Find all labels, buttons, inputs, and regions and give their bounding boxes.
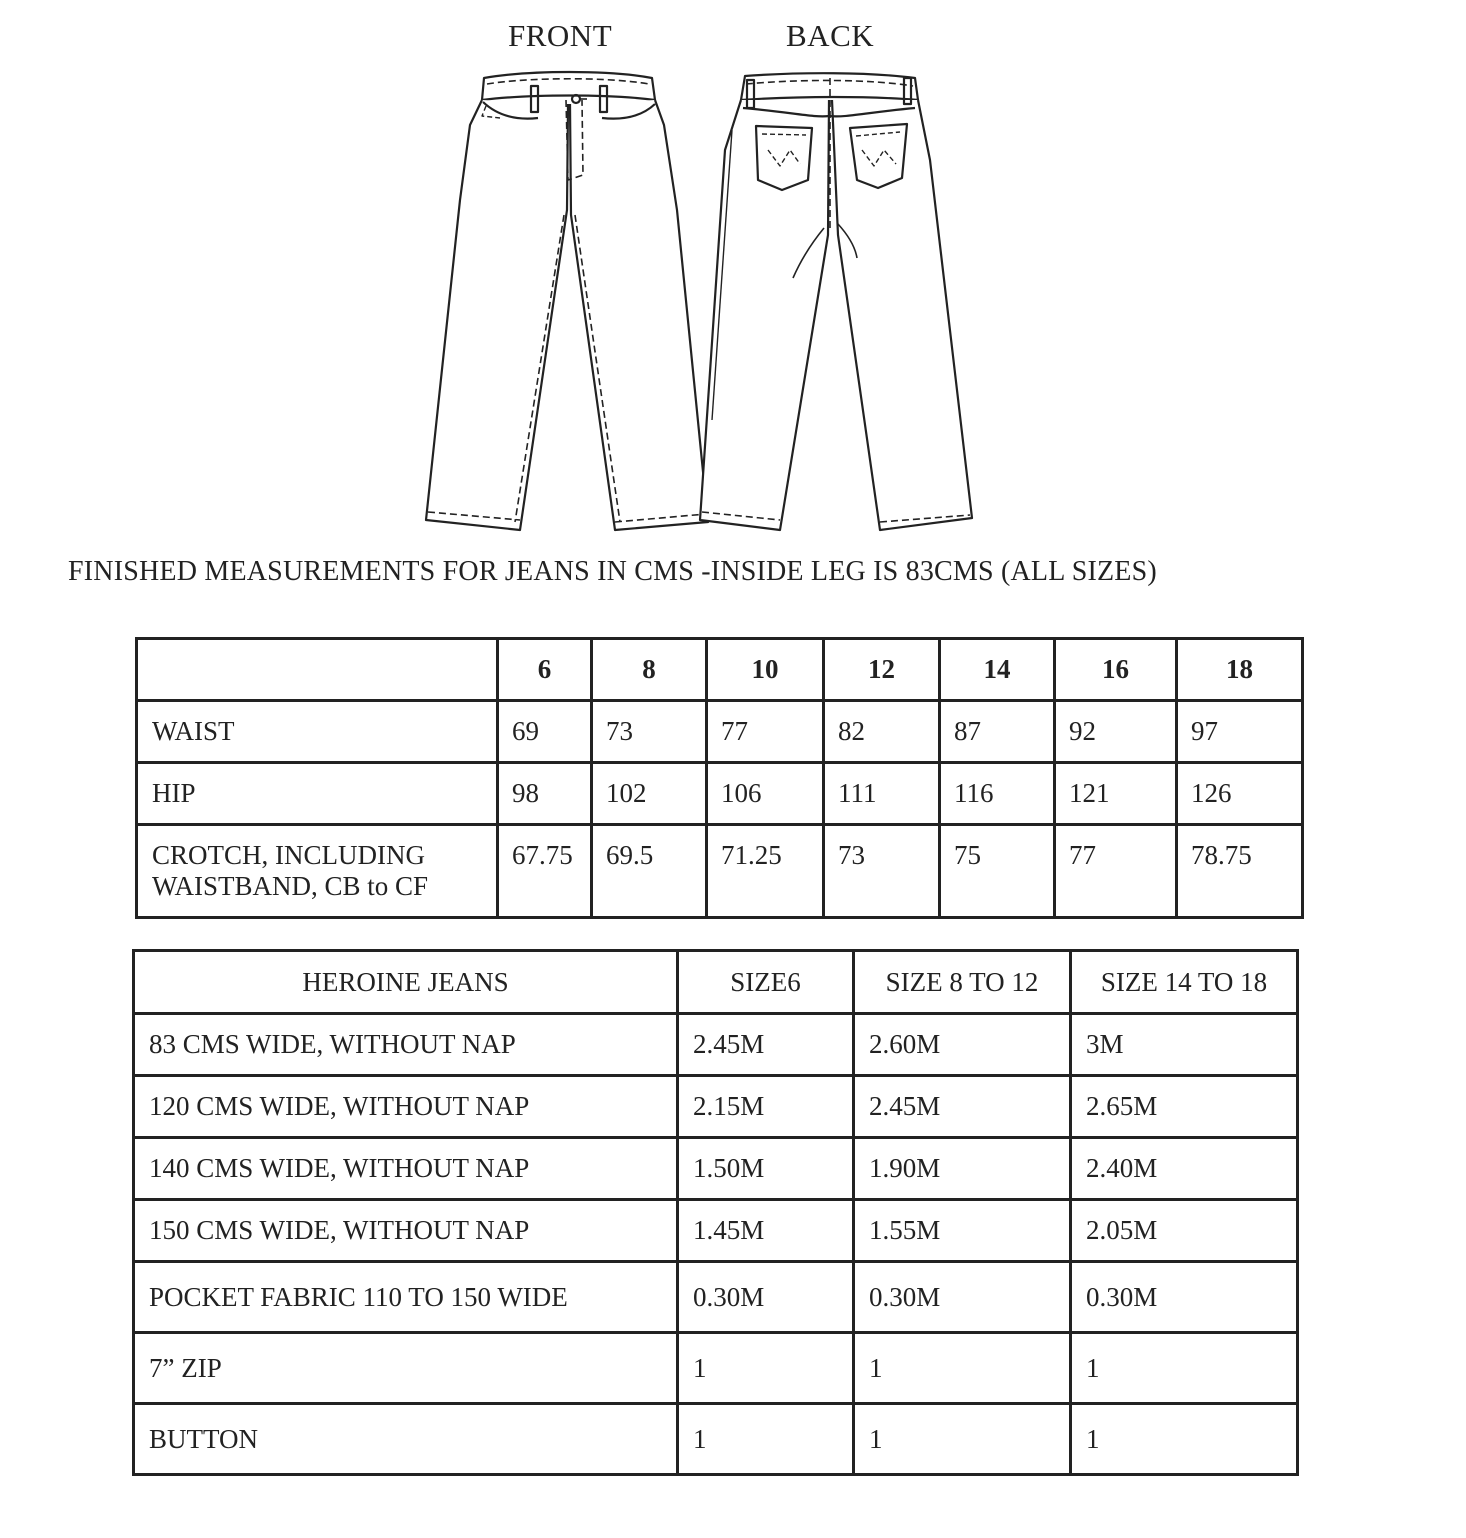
table-row bbox=[137, 701, 1303, 763]
row-label: POCKET FABRIC 110 TO 150 WIDE bbox=[134, 1262, 678, 1333]
table-cell: 116 bbox=[940, 763, 1055, 825]
table-cell: 121 bbox=[1055, 763, 1177, 825]
table-cell: 1 bbox=[854, 1404, 1071, 1475]
table-cell: 126 bbox=[1177, 763, 1303, 825]
table-cell: 2.60M bbox=[854, 1014, 1071, 1076]
table-cell: 87 bbox=[940, 701, 1055, 763]
row-label: 140 CMS WIDE, WITHOUT NAP bbox=[134, 1138, 678, 1200]
header-cell: SIZE 8 TO 12 bbox=[854, 951, 1071, 1014]
size-header-cell: 18 bbox=[1177, 639, 1303, 701]
row-label: WAIST bbox=[137, 701, 498, 763]
table-cell: 2.65M bbox=[1071, 1076, 1298, 1138]
table-cell: 0.30M bbox=[678, 1262, 854, 1333]
row-label: 83 CMS WIDE, WITHOUT NAP bbox=[134, 1014, 678, 1076]
table-cell: 98 bbox=[498, 763, 592, 825]
table-cell: 0.30M bbox=[854, 1262, 1071, 1333]
size-header-cell: 12 bbox=[824, 639, 940, 701]
front-jeans-illustration bbox=[426, 72, 708, 530]
table-cell: 2.15M bbox=[678, 1076, 854, 1138]
jeans-technical-drawing bbox=[0, 0, 1466, 545]
back-view-label: BACK bbox=[786, 18, 875, 53]
table-cell: 102 bbox=[592, 763, 707, 825]
table-cell: 1 bbox=[854, 1333, 1071, 1404]
table-cell: 1.90M bbox=[854, 1138, 1071, 1200]
table-cell: 67.75 bbox=[498, 825, 592, 918]
table-cell: 1 bbox=[678, 1404, 854, 1475]
header-cell: HEROINE JEANS bbox=[134, 951, 678, 1014]
size-header-cell: 10 bbox=[707, 639, 824, 701]
table-cell: 75 bbox=[940, 825, 1055, 918]
table-cell: 1.45M bbox=[678, 1200, 854, 1262]
table-cell: 71.25 bbox=[707, 825, 824, 918]
table-cell: 1.50M bbox=[678, 1138, 854, 1200]
back-jeans-illustration bbox=[700, 73, 972, 530]
row-label: HIP bbox=[137, 763, 498, 825]
table-header-row bbox=[134, 951, 1298, 1014]
row-label: 120 CMS WIDE, WITHOUT NAP bbox=[134, 1076, 678, 1138]
header-cell: SIZE 14 TO 18 bbox=[1071, 951, 1298, 1014]
size-header-cell: 8 bbox=[592, 639, 707, 701]
table-row bbox=[134, 1262, 1298, 1333]
row-label-line: CROTCH, INCLUDING bbox=[152, 840, 425, 870]
size-header-cell: 6 bbox=[498, 639, 592, 701]
table-row bbox=[134, 1200, 1298, 1262]
table-row bbox=[134, 1076, 1298, 1138]
size-header-cell: 16 bbox=[1055, 639, 1177, 701]
table-cell: 77 bbox=[1055, 825, 1177, 918]
header-cell bbox=[137, 639, 498, 701]
fabric-requirements-table bbox=[132, 949, 1299, 1476]
table-row bbox=[137, 825, 1303, 918]
table-row bbox=[134, 1138, 1298, 1200]
table-cell: 73 bbox=[592, 701, 707, 763]
table-cell: 97 bbox=[1177, 701, 1303, 763]
table-cell: 2.05M bbox=[1071, 1200, 1298, 1262]
table-cell: 2.40M bbox=[1071, 1138, 1298, 1200]
row-label: 7” ZIP bbox=[134, 1333, 678, 1404]
table-cell: 0.30M bbox=[1071, 1262, 1298, 1333]
table-row bbox=[134, 1014, 1298, 1076]
row-label bbox=[137, 825, 498, 918]
table-cell: 73 bbox=[824, 825, 940, 918]
row-label: BUTTON bbox=[134, 1404, 678, 1475]
table-cell: 92 bbox=[1055, 701, 1177, 763]
measurements-heading: FINISHED MEASUREMENTS FOR JEANS IN CMS -INSIDE LEG IS 83CMS (ALL SIZES) bbox=[68, 556, 1157, 587]
table-cell: 1 bbox=[1071, 1333, 1298, 1404]
row-label-line: WAISTBAND, CB to CF bbox=[152, 871, 429, 901]
table-row bbox=[134, 1333, 1298, 1404]
table-cell: 82 bbox=[824, 701, 940, 763]
row-label: 150 CMS WIDE, WITHOUT NAP bbox=[134, 1200, 678, 1262]
table-row bbox=[137, 763, 1303, 825]
table-cell: 69 bbox=[498, 701, 592, 763]
header-cell: SIZE6 bbox=[678, 951, 854, 1014]
table-cell: 1 bbox=[678, 1333, 854, 1404]
size-header-cell: 14 bbox=[940, 639, 1055, 701]
table-cell: 1.55M bbox=[854, 1200, 1071, 1262]
table-header-row bbox=[137, 639, 1303, 701]
table-cell: 2.45M bbox=[678, 1014, 854, 1076]
table-cell: 69.5 bbox=[592, 825, 707, 918]
table-cell: 106 bbox=[707, 763, 824, 825]
finished-measurements-table bbox=[135, 637, 1304, 919]
table-cell: 2.45M bbox=[854, 1076, 1071, 1138]
front-view-label: FRONT bbox=[508, 18, 613, 53]
table-row bbox=[134, 1404, 1298, 1475]
table-cell: 1 bbox=[1071, 1404, 1298, 1475]
table-cell: 3M bbox=[1071, 1014, 1298, 1076]
table-cell: 111 bbox=[824, 763, 940, 825]
table-cell: 78.75 bbox=[1177, 825, 1303, 918]
table-cell: 77 bbox=[707, 701, 824, 763]
